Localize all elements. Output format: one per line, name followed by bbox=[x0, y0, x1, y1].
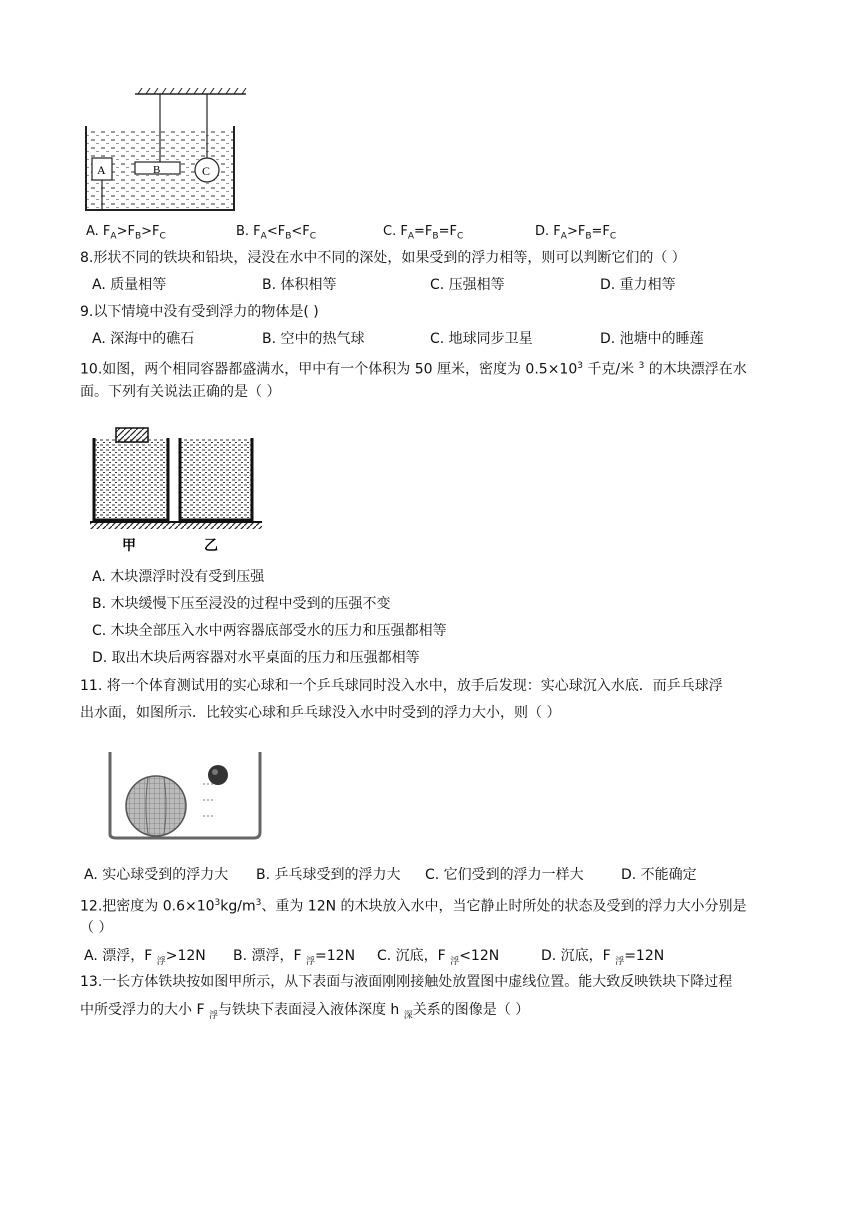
q7-figure-tank bbox=[80, 88, 250, 214]
q7-label-a: A bbox=[97, 163, 106, 177]
q10-stem-line1: 10.如图，两个相同容器都盛满水，甲中有一个体积为 50 厘米，密度为 $0.5\times 10^3$ 千克/米 $^3$ 的木块漂浮在水 bbox=[80, 361, 747, 378]
q12-option-d[interactable]: D. 沉底，F $_浮$=12N bbox=[541, 948, 665, 967]
q9-option-b[interactable]: B. 空中的热气球 bbox=[262, 331, 365, 347]
q7-option-c[interactable]: C. $F_A=F_B=F_C$ bbox=[383, 224, 464, 242]
q11-option-d[interactable]: D. 不能确定 bbox=[621, 867, 697, 883]
q12-stem-line1: 12.把密度为 $0.6\times 10^3kg/m^3$、重为 12N 的木块放入水中，当它静止时所处的状态及受到的浮力大小分别是 bbox=[80, 898, 747, 915]
q10-figure-containers bbox=[82, 418, 268, 558]
q12-option-a[interactable]: A. 漂浮，F $_浮$>12N bbox=[84, 948, 206, 967]
q8-option-a[interactable]: A. 质量相等 bbox=[92, 277, 167, 293]
q9-stem: 9.以下情境中没有受到浮力的物体是( ) bbox=[80, 304, 319, 320]
q8-option-b[interactable]: B. 体积相等 bbox=[262, 277, 337, 293]
q7-option-a[interactable]: A. $F_A>F_B>F_C$ bbox=[86, 224, 166, 242]
q11-stem-line2: 出水面，如图所示．比较实心球和乒乓球没入水中时受到的浮力大小，则（ ） bbox=[80, 705, 561, 721]
q11-stem-line1: 11. 将一个体育测试用的实心球和一个乒乓球同时没入水中，放手后发现：实心球沉入水底．而乒乓球浮 bbox=[80, 678, 723, 694]
q10-option-d[interactable]: D. 取出木块后两容器对水平桌面的压力和压强都相等 bbox=[92, 650, 420, 666]
q10-option-c[interactable]: C. 木块全部压入水中两容器底部受水的压力和压强都相等 bbox=[92, 623, 447, 639]
q11-figure-balls bbox=[104, 748, 270, 844]
q11-option-c[interactable]: C. 它们受到的浮力一样大 bbox=[425, 867, 584, 883]
q9-option-a[interactable]: A. 深海中的礁石 bbox=[92, 331, 195, 347]
q9-option-c[interactable]: C. 地球同步卫星 bbox=[430, 331, 533, 347]
q7-option-d[interactable]: D. $F_A>F_B=F_C$ bbox=[535, 224, 617, 242]
q7-label-b: B bbox=[153, 164, 161, 176]
q10-label-yi: 乙 bbox=[204, 538, 218, 554]
q10-stem-line2: 面。下列有关说法正确的是（ ） bbox=[80, 384, 281, 400]
q11-option-b[interactable]: B. 乒乓球受到的浮力大 bbox=[256, 867, 401, 883]
q8-stem: 8.形状不同的铁块和铅块，浸没在水中不同的深处，如果受到的浮力相等，则可以判断它们的（ ） bbox=[80, 250, 686, 266]
q12-option-b[interactable]: B. 漂浮，F $_浮$=12N bbox=[233, 948, 356, 967]
q12-option-c[interactable]: C. 沉底，F $_浮$<12N bbox=[377, 948, 500, 967]
q13-stem-line1: 13.一长方体铁块按如图甲所示，从下表面与液面刚刚接触处放置图中虚线位置。能大致反映铁块下降过程 bbox=[80, 974, 733, 990]
q10-option-b[interactable]: B. 木块缓慢下压至浸没的过程中受到的压强不变 bbox=[92, 596, 391, 612]
q8-option-d[interactable]: D. 重力相等 bbox=[600, 277, 676, 293]
q10-option-a[interactable]: A. 木块漂浮时没有受到压强 bbox=[92, 569, 265, 585]
q12-stem-line2: （ ） bbox=[80, 920, 113, 936]
q8-option-c[interactable]: C. 压强相等 bbox=[430, 277, 505, 293]
q13-stem-line2: 中所受浮力的大小 F $_浮$与铁块下表面浸入液体深度 h $_深$关系的图像是（ ） bbox=[80, 1002, 530, 1021]
q9-option-d[interactable]: D. 池塘中的睡莲 bbox=[600, 331, 704, 347]
q11-option-a[interactable]: A. 实心球受到的浮力大 bbox=[84, 867, 229, 883]
q7-option-b[interactable]: B. $F_A<F_B<F_C$ bbox=[236, 224, 317, 242]
q10-label-jia: 甲 bbox=[122, 538, 136, 554]
q7-label-c: C bbox=[202, 164, 211, 178]
